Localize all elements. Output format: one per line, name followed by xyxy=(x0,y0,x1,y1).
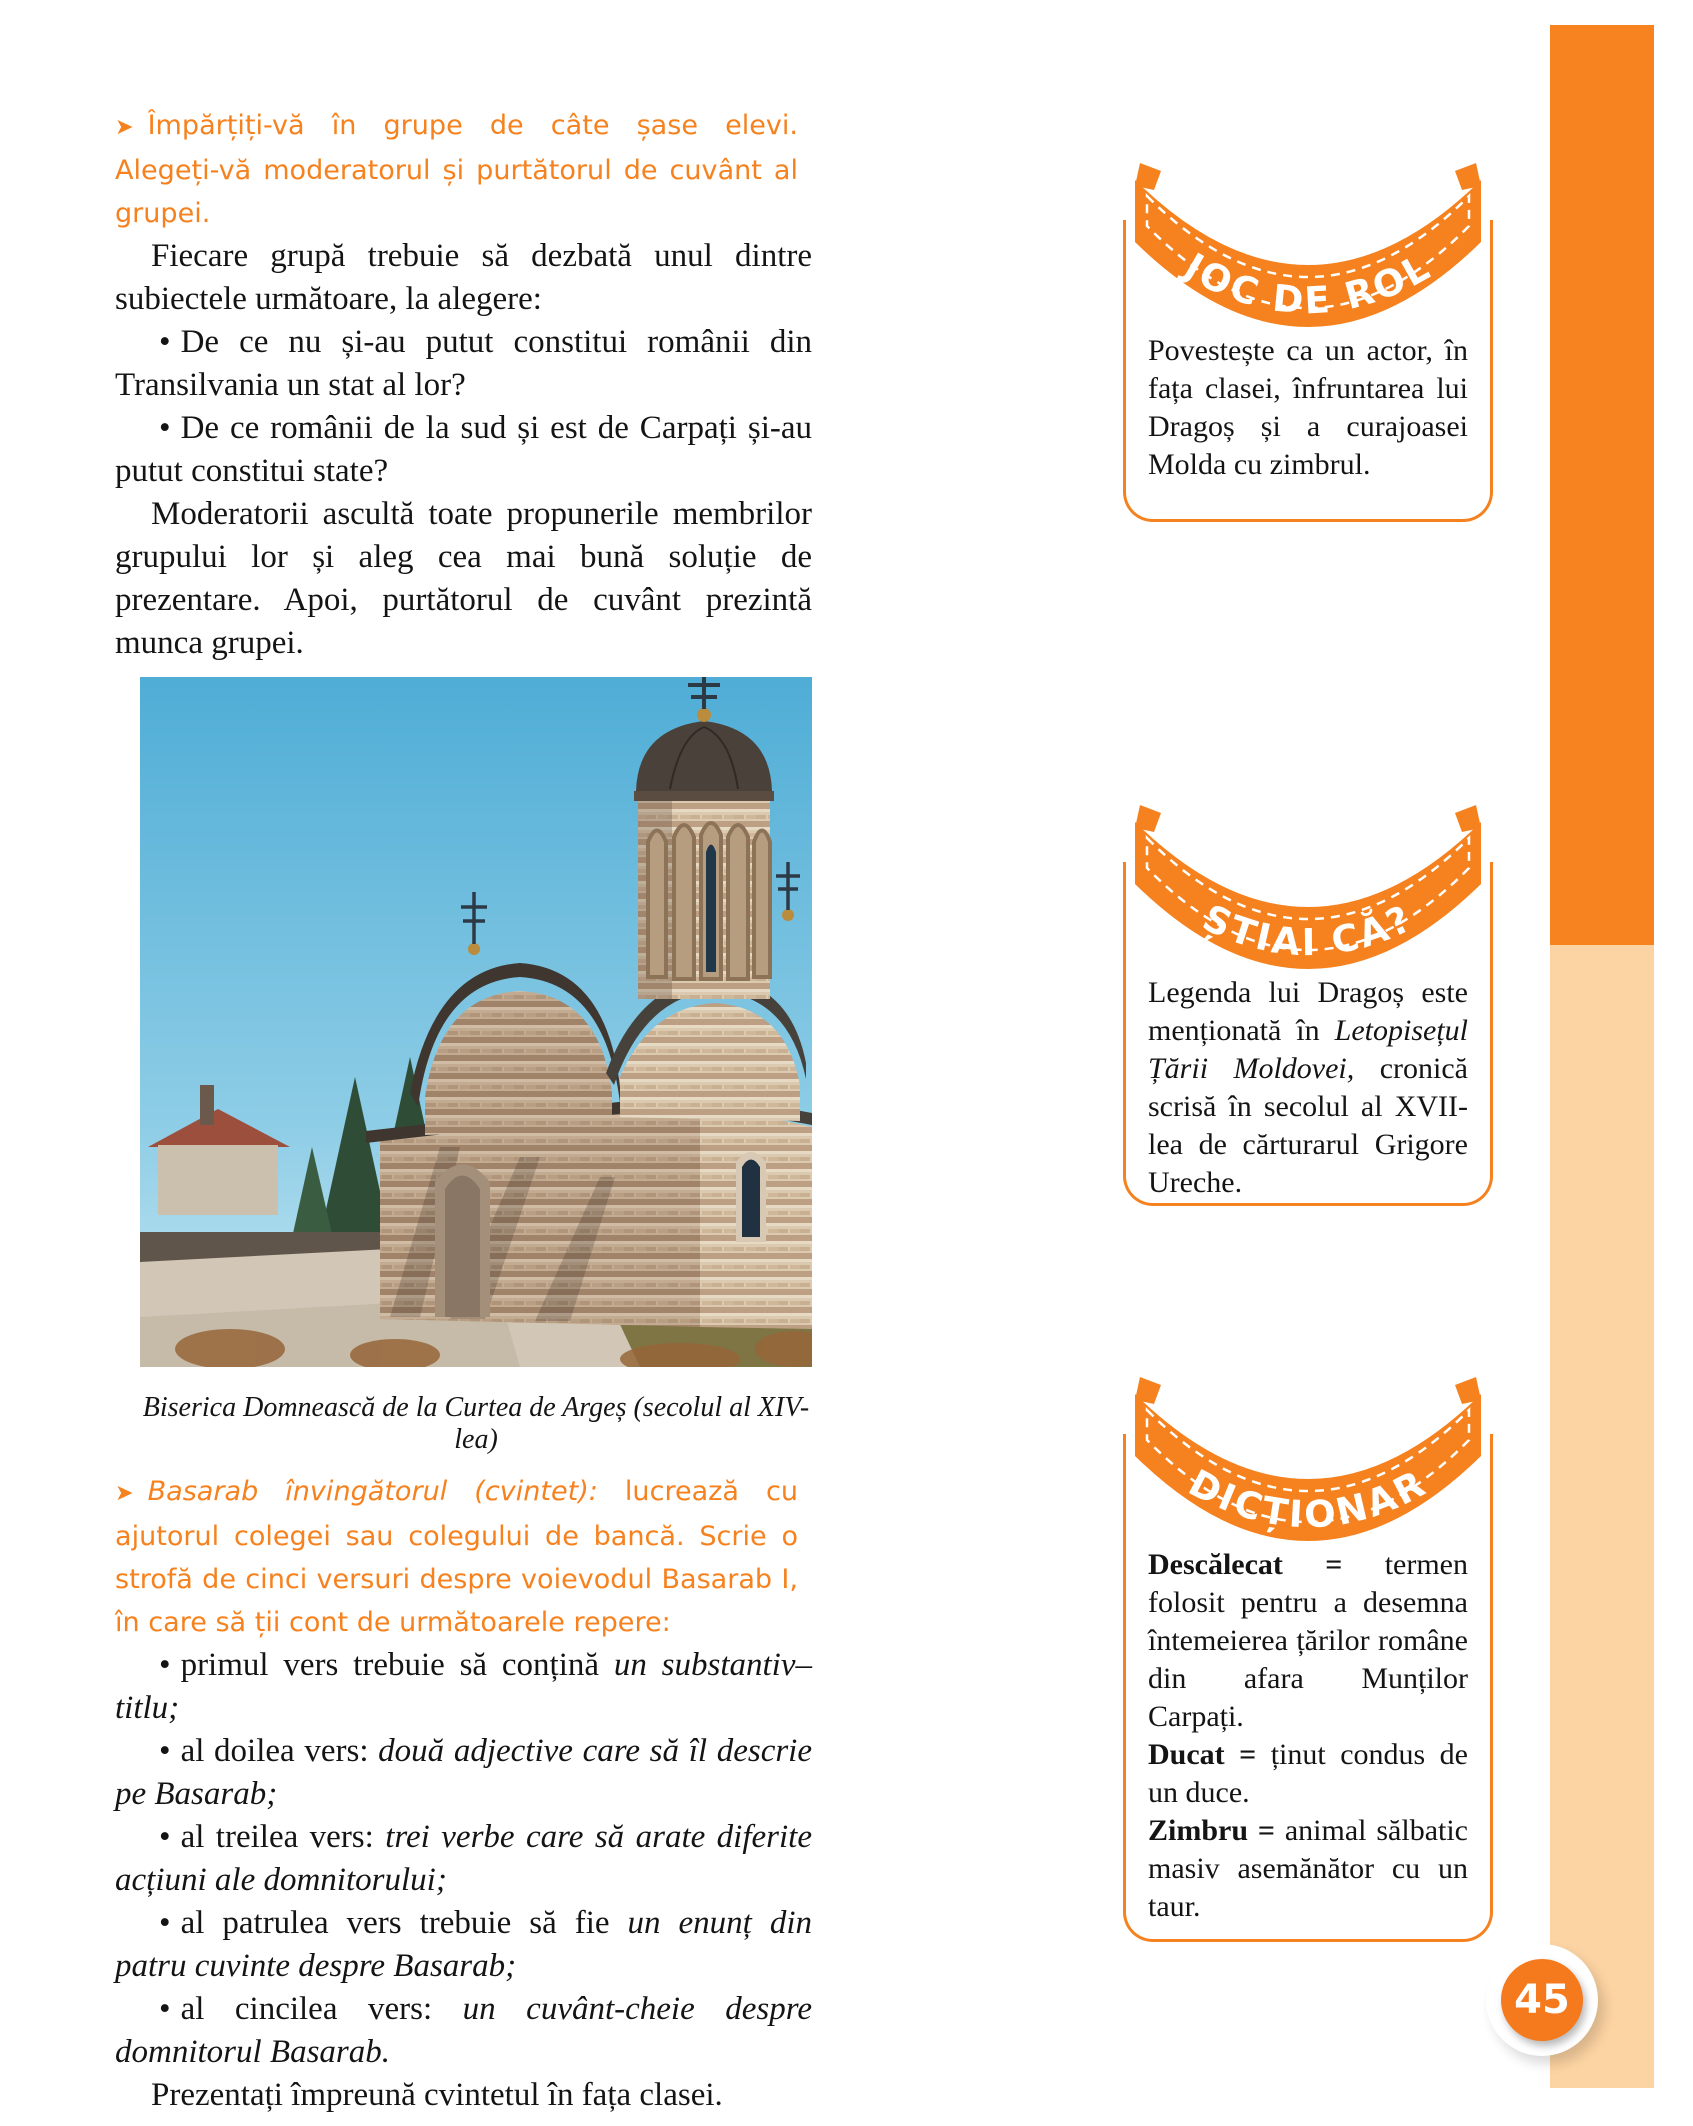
arrow-bullet-icon: ➤ xyxy=(115,114,134,140)
text-segment: al patrulea vers trebuie să fie xyxy=(180,1905,628,1941)
text-segment: Zimbru = xyxy=(1148,1814,1285,1847)
page-number-badge: 45 xyxy=(1501,1959,1583,2041)
paragraph xyxy=(115,104,798,235)
ribbon-banner xyxy=(1123,800,1493,975)
text-segment: al treilea vers: xyxy=(180,1819,386,1855)
paragraph xyxy=(115,493,812,665)
text-segment: animal sălbatic masiv asemănător cu un taur. xyxy=(1148,1814,1468,1923)
list-item xyxy=(115,1816,812,1902)
text-segment: cronică scrisă în secolul al XVII-lea de cărturarul Grigore Ureche. xyxy=(1148,1052,1468,1199)
box-text xyxy=(1126,332,1490,498)
text-segment: primul vers trebuie să conțină xyxy=(180,1647,614,1683)
photo-caption: Biserica Domnească de la Curtea de Argeș (secolul al XIV-lea) xyxy=(142,1392,810,1455)
text-segment: ținut condus de un duce. xyxy=(1148,1738,1468,1809)
text-segment: Fiecare grupă trebuie să dezbată unul dintre subiectele următoare, la alegere: xyxy=(115,238,812,317)
bullet-icon: • xyxy=(159,410,171,446)
svg-text:ȘTIAI CĂ? xyxy=(1196,896,1420,964)
sidebar-box-dictionar xyxy=(1123,1434,1493,1942)
list-item xyxy=(115,1902,812,1988)
text-segment: Moderatorii ascultă toate propunerile membrilor grupului lor și aleg cea mai bună soluție de prezentare. Apoi, purtătorul de cuvânt prezintă munca grupei. xyxy=(115,496,812,661)
box-text xyxy=(1126,1546,1490,1940)
bullet-icon: • xyxy=(159,1991,171,2027)
edge-bar-dark xyxy=(1550,25,1654,945)
text-segment: un cuvânt-cheie despre domnitorul Basarab. xyxy=(115,1991,812,2070)
sidebar-box-joc-de-rol xyxy=(1123,220,1493,522)
church-illustration xyxy=(140,677,812,1367)
arrow-bullet-icon: ➤ xyxy=(115,1480,134,1506)
text-segment: termen folosit pentru a desemna întemeierea țărilor române din afara Munților Carpați. xyxy=(1148,1548,1468,1733)
paragraph xyxy=(115,1470,798,1644)
list-item xyxy=(115,1730,812,1816)
church-photo xyxy=(140,677,812,1367)
ribbon-title: ȘTIAI CĂ? xyxy=(1196,896,1420,965)
paragraph xyxy=(115,2074,812,2117)
activity-section-2 xyxy=(115,1470,812,2117)
text-segment: Povestește ca un actor, în fața clasei, înfruntarea lui Dragoș și a curajoasei Molda cu zimbrul. xyxy=(1148,334,1468,481)
list-item xyxy=(115,1988,812,2074)
text-segment: Împărțiți-vă în grupe de câte șase elevi. Alegeți-vă moderatorul și purtătorul de cuvânt al grupei. xyxy=(115,110,798,229)
text-segment: Basarab învingătorul (cvintet): xyxy=(147,1476,598,1507)
bullet-icon: • xyxy=(159,1733,171,1769)
text-segment: De ce nu și-au putut constitui românii din Transilvania un stat al lor? xyxy=(115,324,812,403)
text-segment: al doilea vers: xyxy=(180,1733,379,1769)
paragraph xyxy=(1148,1546,1468,1736)
bullet-icon: • xyxy=(159,1819,171,1855)
sidebar-box-stiai-ca xyxy=(1123,862,1493,1206)
text-segment: două adjective care să îl descrie pe Basarab; xyxy=(115,1733,812,1812)
paragraph xyxy=(1148,974,1468,1202)
ribbon-title: JOC DE ROL xyxy=(1177,244,1439,323)
text-segment: Prezentați împreună cvintetul în fața clasei. xyxy=(151,2077,723,2113)
bullet-icon: • xyxy=(159,324,171,360)
activity-section-1 xyxy=(115,104,812,665)
ribbon-banner xyxy=(1123,158,1493,333)
paragraph xyxy=(115,235,812,321)
ribbon-title: DICȚIONAR xyxy=(1181,1461,1435,1537)
bullet-icon: • xyxy=(159,1647,171,1683)
text-segment: lucrează cu ajutorul colegei sau colegului de bancă. Scrie o strofă de cinci versuri despre voievodul Basarab I, în care să ții cont de următoarele repere: xyxy=(115,1476,798,1638)
bullet-icon: • xyxy=(159,1905,171,1941)
text-segment: Letopisețul Țării Moldovei, xyxy=(1148,1014,1468,1085)
text-segment: Legenda lui Dragoș este menționată în xyxy=(1148,976,1468,1047)
ribbon-banner xyxy=(1123,1372,1493,1547)
paragraph xyxy=(1148,1812,1468,1926)
text-segment: al cincilea vers: xyxy=(180,1991,463,2027)
list-item xyxy=(115,321,812,407)
edge-bar-light xyxy=(1550,945,1654,2088)
text-segment: De ce românii de la sud și est de Carpați și-au putut constitui state? xyxy=(115,410,812,489)
text-segment: trei verbe care să arate diferite acțiuni ale domnitorului; xyxy=(115,1819,812,1898)
paragraph xyxy=(1148,1736,1468,1812)
text-segment: un substantiv–titlu; xyxy=(115,1647,812,1726)
svg-text:DICȚIONAR xyxy=(1182,1461,1434,1537)
list-item xyxy=(115,1644,812,1730)
svg-text:JOC DE ROL xyxy=(1175,243,1439,322)
list-item xyxy=(115,407,812,493)
text-segment: Descălecat = xyxy=(1148,1548,1385,1581)
text-segment: un enunț din patru cuvinte despre Basarab; xyxy=(115,1905,812,1984)
text-segment: Ducat = xyxy=(1148,1738,1271,1771)
box-text xyxy=(1126,974,1490,1216)
paragraph xyxy=(1148,332,1468,484)
